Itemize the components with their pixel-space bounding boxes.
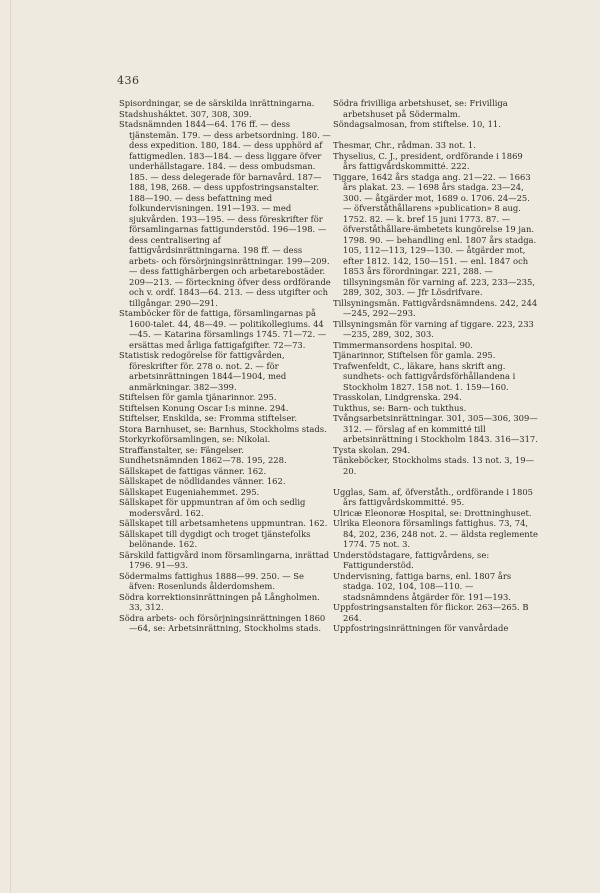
index-entry: Timmermansordens hospital. 90.	[333, 339, 473, 350]
index-entry: Tillsyningsmän för varning af tiggare. 223, 233—235, 289, 302, 303.	[333, 318, 534, 339]
index-entry: Undervisning, fattiga barns, enl. 1807 års stadga. 102, 104, 108—110. — stadsnämndens åtgärder för. 191—193.	[333, 570, 512, 602]
index-entry: Söndagsalmosan, from stiftelse. 10, 11.	[333, 119, 501, 129]
index-entry: Uppfostringsanstalten för flickor. 263—265. B 264.	[333, 602, 529, 623]
index-entry: Understödstagare, fattigvårdens, se: Fattigunderstöd.	[333, 549, 490, 570]
index-entry: Södra korrektionsinrättningen på Långholmen. 33, 312.	[119, 591, 320, 612]
index-entry: Tvångsarbetsinrättningar. 301, 305—306, 309—312. — förslag af en kommitté till arbetsinrättning i Stockholm 1843. 316—317.	[333, 413, 538, 444]
index-entry: Sällskapet de fattigas vänner. 162.	[119, 465, 267, 476]
index-entry: Särskild fattigvård inom församlingarna, inrättad 1796. 91—93.	[119, 549, 330, 570]
index-entry: Stiftelsen Konung Oscar I:s minne. 294.	[119, 402, 289, 413]
index-entry: Trafwenfeldt, C., läkare, hans skrift ang. sundhets- och fattigvårdsförhållandena i Stockholm 1827. 158 not. 1. 159—160.	[333, 360, 516, 392]
index-column-right	[333, 98, 538, 634]
index-column-left	[119, 98, 331, 634]
index-entry: Tiggare, 1642 års stadga ang. 21—22. — 1663 års plakat. 23. — 1698 års stadga. 23—24, 300. — åtgärder mot, 1689 o. 1706. 24—25. — öfverståthållarens »publication» 8 aug. 1752. 82. — k. bref 15 juni 1773. 87. — öfverståthållare-ämbetets kungörelse 19 jan. 1798. 90. — behandling enl. 1807 års stadga. 105, 112—113, 129—130. — åtgärder mot, efter 1812. 142, 150—151. — enl. 1847 och 1853 års förordningar. 221, 288. — tillsyningsmän för varning af. 223, 233—235, 289, 302, 303. — Jfr Lösdrifvare.	[333, 171, 537, 297]
index-entry: Sällskapet till dygdigt och troget tjänstefolks belönande. 162.	[119, 528, 311, 549]
index-entry: Stadshusháktet. 307, 308, 309.	[119, 108, 252, 119]
index-entry: Sällskapet Eugeniahemmet. 295.	[119, 486, 260, 497]
index-entry: Stora Barnhuset, se: Barnhus, Stockholms stads.	[119, 423, 327, 434]
index-entry: Tänkeböcker, Stockholms stads. 13 not. 3, 19—20.	[333, 455, 534, 476]
index-entry: Sällskapet de nödlidandes vänner. 162.	[119, 476, 286, 486]
index-entry: Stadsnämnden 1844—64. 176 ff. — dess tjänstemän. 179. — dess arbetsordning. 180. — dess expedition. 180, 184. — dess upphörd af fattigmedlen. 183—184. — dess liggare öfver underhällstagare. 184. — dess ombudsman. 185. — dess delegerade för barnavård. 187—188, 198, 268. — dess uppfostringsanstalter. 188—190. — dess befattning med folkundervisningen. 191—193. — med sjukvården. 193—195. — dess föreskrifter för församlingarnas fattigunderstöd. 196—198. — dess centralisering af fattigvårdsinrättningarna. 198 ff. — dess arbets- och försörjningsinrättningar. 199—209. — dess fattighärbergen och arbetarebostäder. 209—213. — förteckning öfver dess ordförande och v. ordf. 1843—64. 213. — dess utgifter och tillgångar. 290—291.	[119, 119, 331, 308]
index-entry: Thesmar, Chr., rådman. 33 not. 1.	[333, 140, 476, 150]
page-number: 436	[117, 74, 140, 87]
index-entry: Tukthus, se: Barn- och tukthus.	[333, 402, 467, 413]
index-entry: Tjänarinnor, Stiftelsen för gamla. 295.	[333, 350, 496, 360]
index-entry: Stamböcker för de fattiga, församlingarnas på 1600-talet. 44, 48—49. — politikollegiums. 44—45. — Katarina församlings 1745. 71—72. — ersättas med årliga fattigafgifter. 72—73.	[119, 308, 327, 350]
index-entry: Tillsyningsmän. Fattigvårdsnämndens. 242, 244—245, 292—293.	[333, 297, 538, 318]
index-entry: Stiftelsen för gamla tjänarinnor. 295.	[119, 392, 277, 402]
index-entry: Ugglas, Sam. af, öfverståth., ordförande i 1805 års fattigvårdskommitté. 95.	[333, 486, 533, 507]
index-entry: Sällskapet till arbetsamhetens uppmuntran. 162.	[119, 518, 328, 528]
index-entry: Spisordningar, se de särskilda inrättningarna.	[119, 98, 315, 108]
letter-section-gap	[333, 476, 538, 487]
index-entry: Trasskolan, Lindgrenska. 294.	[333, 392, 462, 402]
index-entry: Stiftelser, Enskilda, se: Fromma stiftelser.	[119, 413, 298, 423]
index-entry: Tysta skolan. 294.	[333, 444, 411, 455]
index-entry: Ulrika Eleonora församlings fattighus. 73, 74, 84, 202, 236, 248 not. 2. — äldsta reglemente 1774. 75 not. 3.	[333, 518, 538, 549]
index-entry: Södermalms fattighus 1888—99. 250. — Se äfven: Rosenlunds ålderdomshem.	[119, 570, 304, 591]
index-entry: Sundhetsnämnden 1862—78. 195, 228.	[119, 455, 287, 465]
index-entry: Statistisk redogörelse för fattigvården, föreskrifter för. 278 o. not. 2. — för arbetsinrättningen 1844—1904, med anmärkningar. 382—399.	[119, 350, 287, 392]
index-entry: Straffanstalter, se: Fängelser.	[119, 444, 244, 455]
letter-section-gap	[333, 130, 538, 141]
index-entry: Ulricæ Eleonoræ Hospital, se: Drottninghuset.	[333, 507, 532, 518]
page-edge-shadow	[10, 0, 11, 893]
index-entry: Sällskapet för uppmuntran af öm och sedlig modersvård. 162.	[119, 497, 306, 518]
index-entry: Thyselius, C. J., president, ordförande i 1869 års fattigvårdskommitté. 222.	[333, 150, 523, 171]
index-entry: Uppfostringsinrättningen för vanvårdade	[333, 623, 509, 633]
index-entry: Södra frivilliga arbetshuset, se: Frivilliga arbetshuset på Södermalm.	[333, 98, 508, 119]
index-entry: Södra arbets- och försörjningsinrättningen 1860—64, se: Arbetsinrättning, Stockholms stads.	[119, 612, 326, 633]
index-entry: Storkyrkoförsamlingen, se: Nikolai.	[119, 434, 271, 444]
